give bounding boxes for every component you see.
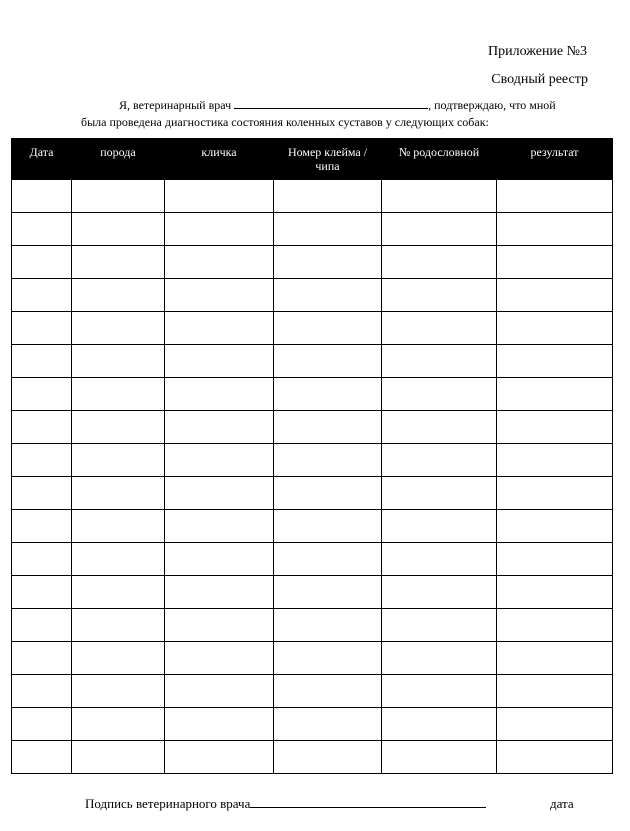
table-cell[interactable] <box>274 444 382 477</box>
table-cell[interactable] <box>12 477 72 510</box>
table-row <box>12 675 613 708</box>
table-cell[interactable] <box>382 642 497 675</box>
table-cell[interactable] <box>497 642 613 675</box>
table-cell[interactable] <box>12 378 72 411</box>
table-cell[interactable] <box>382 279 497 312</box>
table-cell[interactable] <box>382 312 497 345</box>
column-header-pedigree: № родословной <box>382 139 497 180</box>
registry-table-body <box>12 180 613 774</box>
table-cell[interactable] <box>382 345 497 378</box>
table-cell[interactable] <box>72 378 165 411</box>
table-cell[interactable] <box>12 576 72 609</box>
table-cell[interactable] <box>72 345 165 378</box>
table-cell[interactable] <box>382 378 497 411</box>
table-cell[interactable] <box>12 345 72 378</box>
table-cell[interactable] <box>72 213 165 246</box>
table-row <box>12 279 613 312</box>
table-cell[interactable] <box>12 180 72 213</box>
table-cell[interactable] <box>12 543 72 576</box>
table-cell[interactable] <box>382 477 497 510</box>
column-header-date: Дата <box>12 139 72 180</box>
table-cell[interactable] <box>274 642 382 675</box>
table-cell[interactable] <box>497 741 613 774</box>
intro-text-before-blank: Я, ветеринарный врач <box>119 98 235 112</box>
intro-statement-line2: была проведена диагностика состояния коленных суставов у следующих собак: <box>81 115 489 129</box>
table-cell[interactable] <box>274 213 382 246</box>
table-cell[interactable] <box>12 444 72 477</box>
table-cell[interactable] <box>165 576 274 609</box>
table-cell[interactable] <box>72 609 165 642</box>
table-row <box>12 477 613 510</box>
table-row <box>12 642 613 675</box>
table-cell[interactable] <box>497 609 613 642</box>
table-cell[interactable] <box>497 279 613 312</box>
table-cell[interactable] <box>72 444 165 477</box>
table-cell[interactable] <box>497 246 613 279</box>
table-cell[interactable] <box>72 312 165 345</box>
table-cell[interactable] <box>12 609 72 642</box>
table-cell[interactable] <box>12 675 72 708</box>
table-cell[interactable] <box>274 741 382 774</box>
table-row <box>12 345 613 378</box>
table-cell[interactable] <box>382 180 497 213</box>
table-cell[interactable] <box>497 180 613 213</box>
table-cell[interactable] <box>72 543 165 576</box>
signature-line <box>85 796 486 812</box>
table-row <box>12 444 613 477</box>
table-cell[interactable] <box>274 378 382 411</box>
table-cell[interactable] <box>72 279 165 312</box>
table-cell[interactable] <box>497 312 613 345</box>
table-cell[interactable] <box>12 642 72 675</box>
table-cell[interactable] <box>72 576 165 609</box>
registry-table <box>11 138 613 774</box>
table-cell[interactable] <box>382 609 497 642</box>
table-header-row <box>12 139 613 180</box>
table-cell[interactable] <box>497 708 613 741</box>
date-label: дата <box>550 796 574 811</box>
table-cell[interactable] <box>72 411 165 444</box>
table-cell[interactable] <box>12 246 72 279</box>
table-cell[interactable] <box>274 411 382 444</box>
table-cell[interactable] <box>382 411 497 444</box>
table-row <box>12 213 613 246</box>
table-cell[interactable] <box>12 279 72 312</box>
table-cell[interactable] <box>274 180 382 213</box>
table-cell[interactable] <box>274 609 382 642</box>
table-cell[interactable] <box>72 246 165 279</box>
table-cell[interactable] <box>497 345 613 378</box>
table-row <box>12 510 613 543</box>
table-cell[interactable] <box>274 477 382 510</box>
table-row <box>12 312 613 345</box>
table-cell[interactable] <box>274 675 382 708</box>
table-cell[interactable] <box>497 477 613 510</box>
intro-statement-line1 <box>119 98 556 113</box>
table-cell[interactable] <box>72 675 165 708</box>
signature-label: Подпись ветеринарного врача <box>85 796 251 811</box>
table-row <box>12 609 613 642</box>
table-cell[interactable] <box>382 213 497 246</box>
table-cell[interactable] <box>165 411 274 444</box>
table-cell[interactable] <box>497 576 613 609</box>
table-row <box>12 180 613 213</box>
table-cell[interactable] <box>382 708 497 741</box>
appendix-label: Приложение №3 <box>488 44 587 59</box>
table-cell[interactable] <box>165 675 274 708</box>
table-row <box>12 246 613 279</box>
table-cell[interactable] <box>274 246 382 279</box>
table-cell[interactable] <box>382 741 497 774</box>
table-cell[interactable] <box>165 708 274 741</box>
table-cell[interactable] <box>12 312 72 345</box>
table-cell[interactable] <box>274 510 382 543</box>
table-cell[interactable] <box>165 444 274 477</box>
table-cell[interactable] <box>497 378 613 411</box>
veterinarian-name-blank[interactable] <box>234 98 428 109</box>
column-header-result: результат <box>497 139 613 180</box>
table-cell[interactable] <box>165 312 274 345</box>
table-cell[interactable] <box>382 675 497 708</box>
table-cell[interactable] <box>165 246 274 279</box>
table-cell[interactable] <box>72 510 165 543</box>
column-header-breed: порода <box>72 139 165 180</box>
column-header-brand-chip: Номер клейма / чипа <box>274 139 382 180</box>
table-cell[interactable] <box>72 741 165 774</box>
table-cell[interactable] <box>165 741 274 774</box>
table-cell[interactable] <box>165 213 274 246</box>
table-row <box>12 378 613 411</box>
table-cell[interactable] <box>165 279 274 312</box>
signature-blank[interactable] <box>250 797 486 808</box>
table-row <box>12 741 613 774</box>
table-cell[interactable] <box>72 477 165 510</box>
table-cell[interactable] <box>382 576 497 609</box>
table-cell[interactable] <box>165 378 274 411</box>
intro-text-after-blank: , подтверждаю, что мной <box>428 98 556 112</box>
table-cell[interactable] <box>12 741 72 774</box>
table-cell[interactable] <box>12 708 72 741</box>
table-cell[interactable] <box>165 477 274 510</box>
table-cell[interactable] <box>382 444 497 477</box>
table-cell[interactable] <box>12 411 72 444</box>
table-cell[interactable] <box>12 213 72 246</box>
table-cell[interactable] <box>497 444 613 477</box>
table-cell[interactable] <box>382 510 497 543</box>
document-title: Сводный реестр <box>491 72 588 87</box>
table-cell[interactable] <box>274 708 382 741</box>
table-cell[interactable] <box>274 279 382 312</box>
table-cell[interactable] <box>165 642 274 675</box>
table-cell[interactable] <box>72 180 165 213</box>
table-cell[interactable] <box>497 411 613 444</box>
table-cell[interactable] <box>165 180 274 213</box>
table-cell[interactable] <box>497 213 613 246</box>
table-cell[interactable] <box>382 543 497 576</box>
table-cell[interactable] <box>274 543 382 576</box>
table-row <box>12 576 613 609</box>
table-cell[interactable] <box>274 312 382 345</box>
table-cell[interactable] <box>497 543 613 576</box>
table-cell[interactable] <box>72 708 165 741</box>
table-cell[interactable] <box>165 345 274 378</box>
table-cell[interactable] <box>497 510 613 543</box>
column-header-name: кличка <box>165 139 274 180</box>
table-row <box>12 411 613 444</box>
table-cell[interactable] <box>165 543 274 576</box>
table-cell[interactable] <box>497 675 613 708</box>
table-cell[interactable] <box>12 510 72 543</box>
table-cell[interactable] <box>274 576 382 609</box>
table-row <box>12 708 613 741</box>
table-cell[interactable] <box>165 510 274 543</box>
table-cell[interactable] <box>382 246 497 279</box>
table-row <box>12 543 613 576</box>
table-cell[interactable] <box>274 345 382 378</box>
table-cell[interactable] <box>165 609 274 642</box>
table-cell[interactable] <box>72 642 165 675</box>
